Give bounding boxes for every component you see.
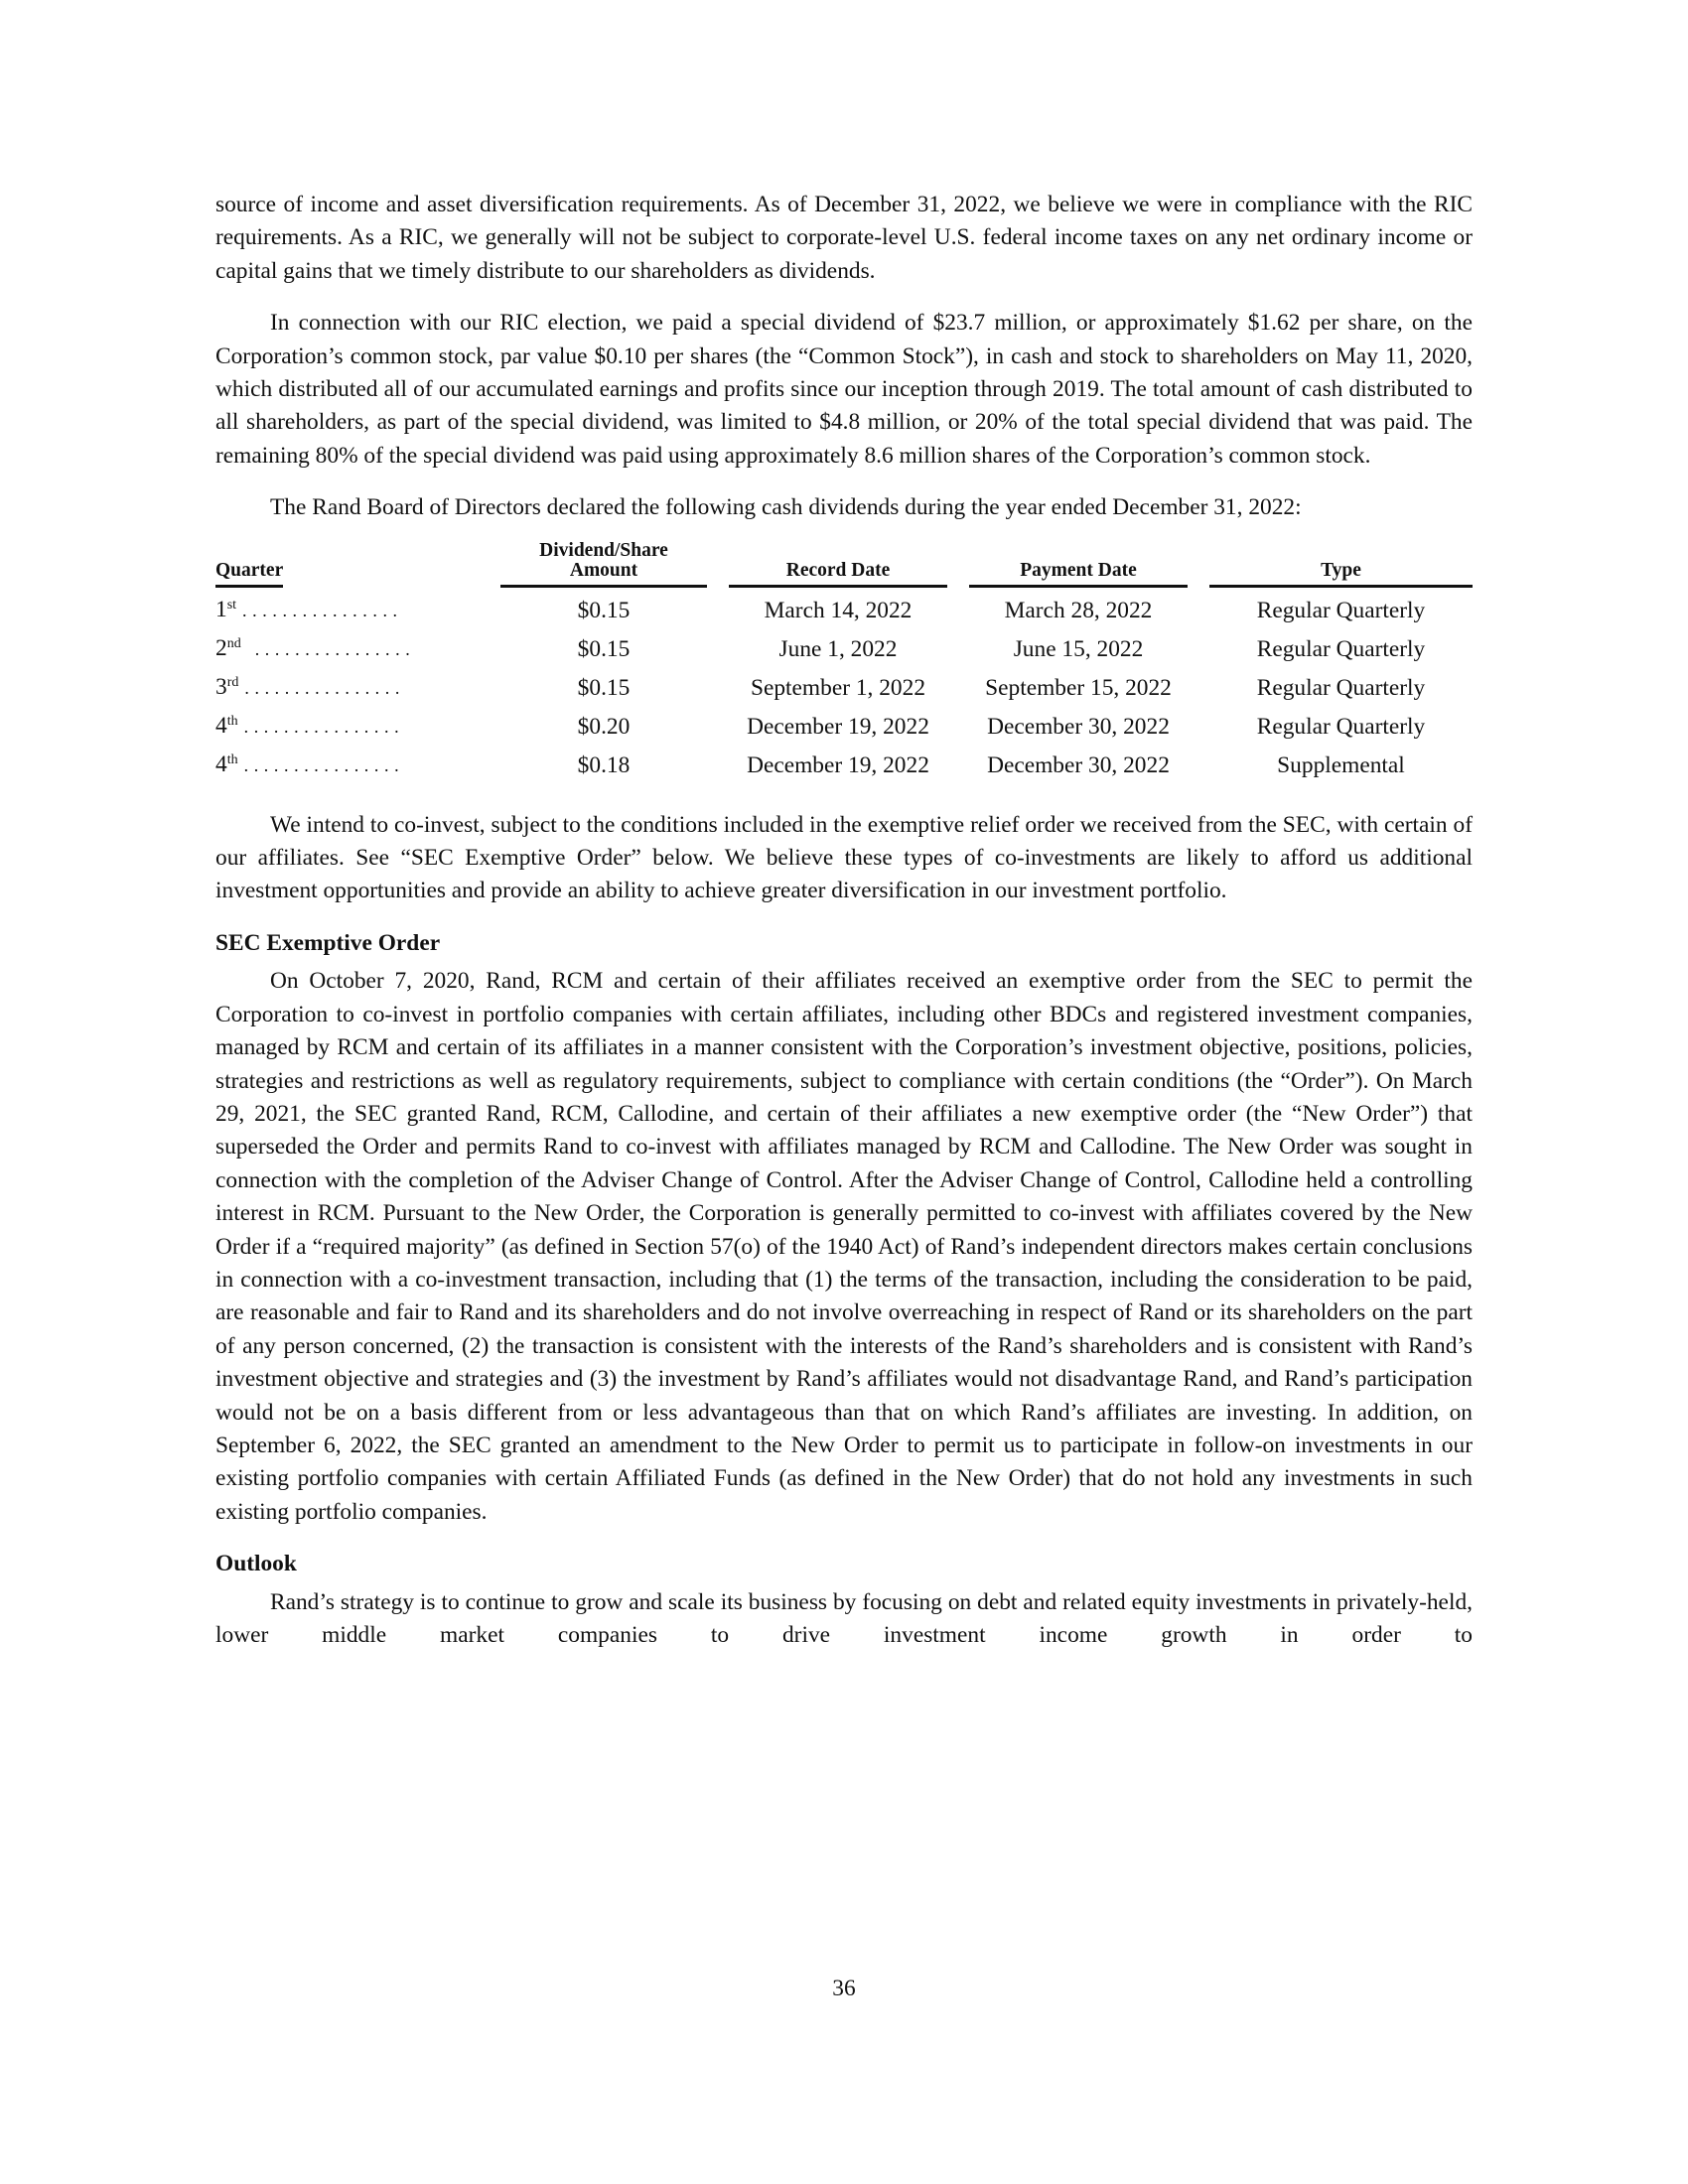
heading-outlook: Outlook: [215, 1551, 297, 1577]
cell-record-date: December 19, 2022: [747, 713, 929, 740]
paragraph-dividends-intro: The Rand Board of Directors declared the following cash dividends during the year ended December 31, 2022:: [270, 494, 1302, 521]
cell-type: Regular Quarterly: [1256, 713, 1426, 740]
cell-payment-date: December 30, 2022: [987, 751, 1170, 778]
cell-quarter: 3rd ................: [215, 674, 405, 701]
table-row: [215, 592, 1473, 630]
paragraph-special-dividend: In connection with our RIC election, we paid a special dividend of $23.7 million, or approximately $1.62 per share, on the Corporation’s common stock, par value $0.10 per shares (the “Common Stock”), in cash and stock to shareholders on May 11, 2020, which distributed all of our accumulated earnings and profits since our inception through 2019. The total amount of cash distributed to all shareholders, as part of the special dividend, was limited to $4.8 million, or 20% of the total special dividend that was paid. The remaining 80% of the special dividend was paid using approximately 8.6 million shares of the Corporation’s common stock.: [215, 310, 1473, 469]
cell-quarter: 4th ................: [215, 713, 405, 740]
cell-payment-date: March 28, 2022: [1004, 597, 1153, 623]
cell-record-date: December 19, 2022: [747, 751, 929, 778]
page-number: 36: [832, 1976, 856, 2001]
cell-type: Regular Quarterly: [1256, 635, 1426, 662]
cell-amount: $0.15: [577, 597, 631, 623]
cell-record-date: September 1, 2022: [750, 674, 926, 701]
paragraph-sec-exemptive-order: On October 7, 2020, Rand, RCM and certain of their affiliates received an exemptive order from the SEC to permit the Corporation to co-invest in portfolio companies with certain affiliates, including other BDCs and registered investment companies, managed by RCM and certain of its affiliates in a manner consistent with the Corporation’s investment objective, positions, policies, strategies and restrictions as well as regulatory requirements, subject to compliance with certain conditions (the “Order”). On March 29, 2021, the SEC granted Rand, RCM, Callodine, and certain of their affiliates a new exemptive order (the “New Order”) that superseded the Order and permits Rand to co-invest with affiliates managed by RCM and Callodine. The New Order was sought in connection with the completion of the Adviser Change of Control. After the Adviser Change of Control, Callodine held a controlling interest in RCM. Pursuant to the New Order, the Corporation is generally permitted to co-invest with affiliates covered by the New Order if a “required majority” (as defined in Section 57(o) of the 1940 Act) of Rand’s independent directors makes certain conclusions in connection with a co-investment transaction, including that (1) the terms of the transaction, including the consideration to be paid, are reasonable and fair to Rand and its shareholders and do not involve overreaching in respect of Rand or its shareholders on the part of any person concerned, (2) the transaction is consistent with the interests of the Rand’s shareholders and is consistent with Rand’s investment objective and strategies and (3) the investment by Rand’s affiliates would not disadvantage Rand, and Rand’s participation would not be on a basis different from or less advantageous than that on which Rand’s affiliates are investing. In addition, on September 6, 2022, the SEC granted an amendment to the New Order to permit us to participate in follow-on investments in our existing portfolio companies with certain Affiliated Funds (as defined in the New Order) that do not hold any investments in such existing portfolio companies.: [215, 968, 1473, 1525]
cell-record-date: March 14, 2022: [764, 597, 913, 623]
header-payment-date: Payment Date: [969, 541, 1188, 592]
header-quarter: Quarter: [215, 541, 500, 592]
cell-quarter: 2nd ................: [215, 635, 416, 662]
header-record-date: Record Date: [729, 541, 947, 592]
paragraph-outlook: Rand’s strategy is to continue to grow and scale its business by focusing on debt and related equity investments in privately-held, lower middle market companies to drive investment income growth in order to: [215, 1588, 1473, 1648]
cell-type: Regular Quarterly: [1256, 674, 1426, 701]
table-row: [215, 630, 1473, 669]
table-row: [215, 669, 1473, 708]
document-page: [215, 189, 1473, 1671]
header-type: Type: [1209, 541, 1473, 592]
table-row: [215, 747, 1473, 785]
dividend-table: [215, 541, 1473, 785]
cell-quarter: 4th ................: [215, 751, 405, 778]
cell-type: Regular Quarterly: [1256, 597, 1426, 623]
table-row: [215, 708, 1473, 747]
paragraph-ric-compliance: source of income and asset diversification requirements. As of December 31, 2022, we believe we were in compliance with the RIC requirements. As a RIC, we generally will not be subject to corporate-level U.S. federal income taxes on any net ordinary income or capital gains that we timely distribute to our shareholders as dividends.: [215, 192, 1473, 284]
cell-amount: $0.15: [577, 674, 631, 701]
cell-payment-date: December 30, 2022: [987, 713, 1170, 740]
cell-amount: $0.18: [577, 751, 631, 778]
header-amount: Dividend/Share Amount: [500, 541, 707, 592]
cell-amount: $0.20: [577, 713, 631, 740]
cell-quarter: 1st ................: [215, 597, 403, 623]
paragraph-co-invest: We intend to co-invest, subject to the conditions included in the exemptive relief order we received from the SEC, with certain of our affiliates. See “SEC Exemptive Order” below. We believe these types of co-investments are likely to afford us additional investment opportunities and provide an ability to achieve greater diversification in our investment portfolio.: [215, 811, 1473, 904]
cell-amount: $0.15: [577, 635, 631, 662]
cell-payment-date: September 15, 2022: [985, 674, 1172, 701]
dividend-table-container: [215, 541, 1473, 785]
cell-type: Supplemental: [1277, 751, 1405, 778]
heading-sec-exemptive-order: SEC Exemptive Order: [215, 929, 441, 956]
cell-record-date: June 1, 2022: [778, 635, 898, 662]
cell-payment-date: June 15, 2022: [1013, 635, 1144, 662]
table-header-row: [215, 541, 1473, 592]
